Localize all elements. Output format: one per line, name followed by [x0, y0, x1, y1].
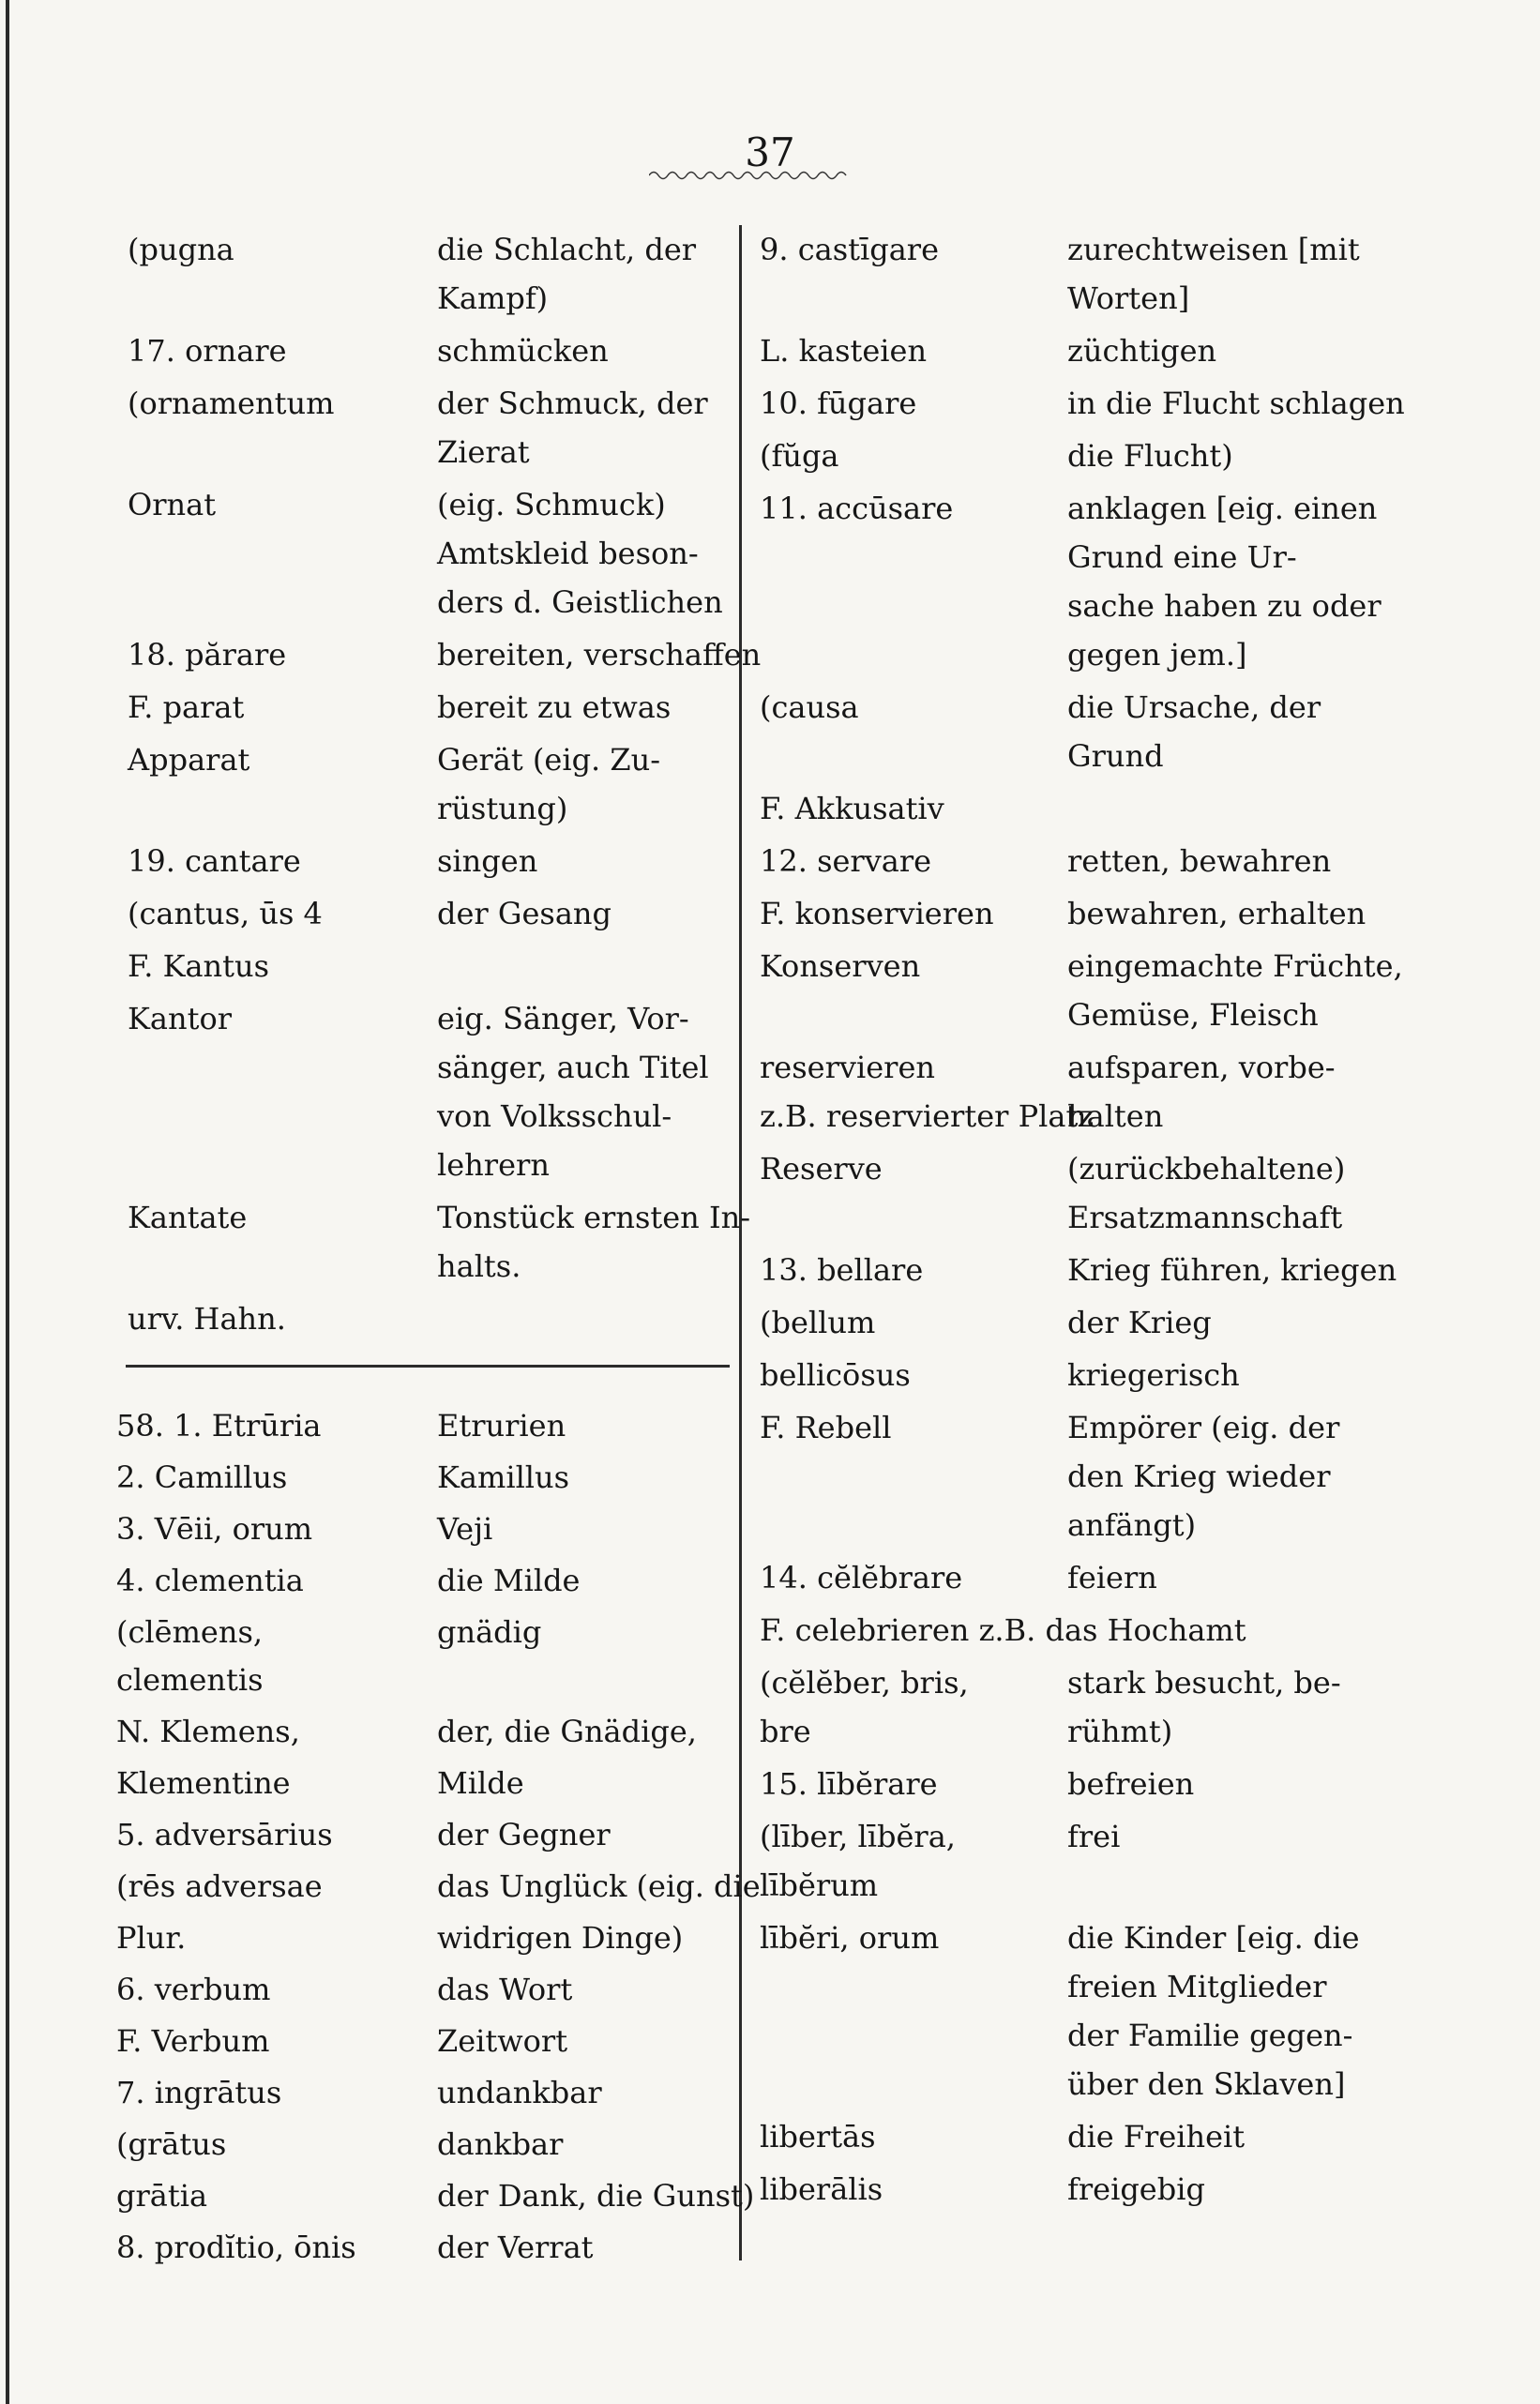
german-translation — [1067, 1760, 1194, 1808]
vocab-entry — [760, 379, 1405, 428]
german-line: schmücken — [437, 333, 609, 369]
german-line: dankbar — [437, 2126, 564, 2162]
german-line: rüstung) — [437, 791, 568, 826]
latin-line: bellicōsus — [760, 1357, 911, 1393]
german-line: lehrern — [437, 1147, 550, 1183]
vocab-entry — [116, 1557, 735, 1605]
german-line: über den Sklaven] — [1067, 2066, 1346, 2102]
latin-line: (cĕlĕber, bris, — [760, 1665, 969, 1701]
german-translation — [437, 1863, 761, 1911]
german-line: bereit zu etwas — [437, 689, 672, 725]
latin-line: (rēs adversae — [116, 1868, 323, 1904]
german-translation — [1067, 2165, 1205, 2214]
latin-line: 3. Vēii, orum — [116, 1511, 313, 1547]
german-translation — [1067, 1913, 1360, 2109]
wavy-ornament — [649, 169, 848, 182]
vocab-entry — [760, 784, 1379, 833]
latin-line: Klementine — [116, 1765, 291, 1801]
latin-term — [128, 1193, 247, 1242]
latin-term — [760, 326, 927, 375]
german-line: Grund eine Ur- — [1067, 539, 1297, 575]
latin-term — [116, 1708, 300, 1756]
german-line: die Ursache, der — [1067, 689, 1321, 725]
latin-term — [760, 1351, 911, 1399]
latin-term — [128, 379, 334, 428]
latin-term — [760, 889, 994, 938]
vocab-entry — [760, 326, 1379, 375]
vocab-entry — [116, 2018, 735, 2065]
vocab-entry — [760, 889, 1379, 938]
latin-line: 5. adversārius — [116, 1817, 333, 1852]
vocab-entry — [128, 1294, 747, 1343]
latin-line: 15. lībĕrare — [760, 1766, 938, 1802]
latin-term — [760, 2112, 876, 2161]
vocab-entry — [760, 683, 1379, 780]
german-line: ders d. Geistlichen — [437, 584, 723, 620]
german-line: befreien — [1067, 1766, 1195, 1802]
latin-term — [116, 1966, 270, 2014]
german-translation — [1067, 379, 1405, 428]
latin-line: Kantate — [128, 1200, 248, 1235]
german-translation — [437, 1454, 569, 1502]
latin-line: (līber, lībĕra, — [760, 1819, 956, 1854]
vocab-entry — [760, 837, 1379, 885]
vocab-entry — [760, 1144, 1379, 1242]
vocab-entry — [128, 326, 747, 375]
german-translation — [1067, 1351, 1240, 1399]
latin-line: Apparat — [128, 742, 250, 778]
vocab-entry — [760, 1606, 1379, 1655]
vocab-entry — [760, 1043, 1379, 1141]
latin-line: 4. clementia — [116, 1563, 304, 1598]
german-line: feiern — [1067, 1560, 1157, 1595]
latin-line: 18. părare — [128, 637, 287, 673]
latin-term — [128, 1294, 286, 1343]
german-translation — [437, 1505, 492, 1553]
german-line: frei — [1067, 1819, 1121, 1854]
german-translation — [437, 1914, 683, 1962]
german-line: Kamillus — [437, 1459, 570, 1495]
german-translation — [437, 994, 709, 1189]
german-line: freien Mitglieder — [1067, 1969, 1327, 2004]
latin-line: clementis — [116, 1662, 264, 1698]
german-line: eingemachte Früchte, — [1067, 948, 1403, 984]
german-translation — [437, 1966, 572, 2014]
vocab-entry — [128, 889, 747, 938]
german-line: Gerät (eig. Zu- — [437, 742, 661, 778]
german-translation — [1067, 1658, 1341, 1756]
vocab-entry — [760, 942, 1403, 1039]
latin-line: 58. 1. Etrūria — [116, 1408, 322, 1444]
latin-line: F. Kantus — [128, 948, 270, 984]
german-line: aufsparen, vorbe- — [1067, 1050, 1336, 1085]
vocab-entry — [760, 1913, 1379, 2109]
latin-line: L. kasteien — [760, 333, 928, 369]
german-translation — [437, 1811, 611, 1859]
latin-line: 8. prodĭtio, ōnis — [116, 2230, 356, 2265]
latin-line: 19. cantare — [128, 843, 301, 879]
latin-line: 6. verbum — [116, 1972, 271, 2007]
german-translation — [437, 1760, 524, 1807]
german-translation — [1067, 942, 1403, 1039]
latin-term — [116, 2121, 226, 2169]
german-translation — [1067, 484, 1381, 679]
latin-line: 12. servare — [760, 843, 932, 879]
german-translation — [437, 225, 696, 323]
german-line: der Familie gegen- — [1067, 2018, 1353, 2053]
latin-term — [116, 1811, 333, 1859]
latin-term — [760, 1403, 891, 1452]
german-translation — [437, 735, 660, 833]
latin-term — [116, 1914, 186, 1962]
german-translation — [437, 326, 609, 375]
latin-term — [128, 326, 287, 375]
german-translation — [1067, 1812, 1120, 1861]
german-translation — [437, 889, 611, 938]
latin-term — [760, 484, 953, 533]
latin-term — [116, 1402, 322, 1450]
latin-term — [760, 1812, 956, 1910]
german-line: in die Flucht schlagen — [1067, 386, 1405, 421]
german-translation — [1067, 889, 1366, 938]
vocab-entry — [760, 225, 1379, 323]
vocab-entry — [116, 1708, 735, 1756]
latin-line: F. parat — [128, 689, 245, 725]
german-translation — [437, 2018, 567, 2065]
german-line: retten, bewahren — [1067, 843, 1332, 879]
vocab-entry — [128, 379, 747, 476]
german-translation — [437, 1609, 541, 1656]
vocab-entry — [128, 225, 747, 323]
latin-term — [128, 630, 286, 679]
german-line: kriegerisch — [1067, 1357, 1240, 1393]
latin-line: (fŭga — [760, 438, 839, 474]
vocab-entry — [128, 480, 747, 627]
german-translation — [1067, 1144, 1345, 1242]
latin-line: bre — [760, 1714, 811, 1749]
latin-line: (causa — [760, 689, 859, 725]
vocab-entry — [760, 1760, 1379, 1808]
vocab-entry — [116, 1760, 735, 1807]
german-translation — [437, 379, 708, 476]
latin-line: urv. Hahn. — [128, 1301, 286, 1337]
german-line: anfängt) — [1067, 1507, 1197, 1543]
vocab-entry — [760, 1812, 1379, 1910]
german-translation — [437, 2224, 594, 2272]
latin-line: 17. ornare — [128, 333, 287, 369]
latin-term — [116, 1454, 287, 1502]
latin-term — [116, 2069, 281, 2117]
latin-line: Konserven — [760, 948, 921, 984]
german-line: den Krieg wieder — [1067, 1459, 1331, 1494]
german-line: bewahren, erhalten — [1067, 896, 1366, 931]
latin-line: 7. ingrātus — [116, 2075, 282, 2110]
german-line: Veji — [437, 1511, 493, 1547]
german-line: die Milde — [437, 1563, 581, 1598]
german-line: bereiten, verschaffen — [437, 637, 762, 673]
german-translation — [1067, 683, 1321, 780]
german-line: der Dank, die Gunst) — [437, 2178, 755, 2214]
german-translation — [1067, 1298, 1212, 1347]
latin-line: 2. Camillus — [116, 1459, 288, 1495]
latin-line: F. Verbum — [116, 2023, 270, 2059]
german-line: Amtskleid beson- — [437, 536, 699, 571]
latin-term — [760, 1553, 962, 1602]
latin-term — [116, 2172, 207, 2220]
german-line: Etrurien — [437, 1408, 566, 1444]
german-line: (eig. Schmuck) — [437, 487, 666, 522]
german-line: zurechtweisen [mit — [1067, 232, 1360, 267]
latin-term — [760, 1144, 883, 1193]
latin-term — [760, 1658, 969, 1756]
vocab-entry — [128, 1193, 751, 1291]
german-line: der Krieg — [1067, 1305, 1212, 1340]
german-translation — [437, 2172, 754, 2220]
latin-line: 13. bellare — [760, 1252, 924, 1288]
section-rule — [126, 1365, 730, 1368]
latin-term — [760, 2165, 883, 2214]
german-line: Worten] — [1067, 280, 1190, 316]
latin-term — [128, 889, 323, 938]
german-line: züchtigen — [1067, 333, 1217, 369]
latin-term — [760, 431, 839, 480]
german-translation — [1067, 1246, 1397, 1294]
vocab-entry — [116, 2224, 735, 2272]
german-line: (zurückbehaltene) — [1067, 1151, 1346, 1187]
vocab-entry — [116, 2069, 735, 2117]
german-translation — [437, 480, 723, 627]
german-translation — [437, 630, 761, 679]
german-line: Zierat — [437, 434, 530, 470]
german-line: der, die Gnädige, — [437, 1714, 697, 1749]
vocab-entry — [760, 484, 1379, 679]
german-line: eig. Sänger, Vor- — [437, 1001, 689, 1036]
vocab-entry — [128, 683, 747, 732]
latin-term — [128, 837, 301, 885]
latin-line: (clēmens, — [116, 1614, 264, 1650]
latin-line: (cantus, ūs 4 — [128, 896, 323, 931]
latin-term — [116, 1609, 264, 1704]
latin-term — [760, 1760, 938, 1808]
german-line: rühmt) — [1067, 1714, 1173, 1749]
latin-term — [760, 784, 944, 833]
latin-term — [760, 379, 916, 428]
german-line: gegen jem.] — [1067, 637, 1247, 673]
latin-line: (grātus — [116, 2126, 227, 2162]
latin-line: 9. castīgare — [760, 232, 940, 267]
latin-line: Ornat — [128, 487, 217, 522]
vocab-entry — [116, 1863, 761, 1911]
latin-line: F. celebrieren z.B. das Hochamt — [760, 1612, 1246, 1648]
german-translation — [1067, 1553, 1157, 1602]
german-line: sache haben zu oder — [1067, 588, 1381, 624]
latin-line: liberālis — [760, 2171, 883, 2207]
german-translation — [1067, 326, 1216, 375]
latin-term — [128, 683, 244, 732]
german-line: anklagen [eig. einen — [1067, 491, 1378, 526]
german-translation — [1067, 431, 1233, 480]
vocab-entry — [116, 2172, 755, 2220]
german-line: das Unglück (eig. die — [437, 1868, 761, 1904]
latin-line: lībĕrum — [760, 1867, 879, 1903]
german-line: sänger, auch Titel — [437, 1050, 709, 1085]
vocab-entry — [116, 2121, 735, 2169]
latin-line: Reserve — [760, 1151, 883, 1187]
vocab-entry — [116, 1402, 735, 1450]
vocab-entry — [760, 1351, 1379, 1399]
latin-line: (pugna — [128, 232, 234, 267]
latin-line: F. Akkusativ — [760, 791, 944, 826]
latin-term — [128, 735, 249, 784]
latin-term — [760, 942, 920, 990]
german-translation — [437, 1193, 750, 1291]
latin-line: (bellum — [760, 1305, 876, 1340]
vocab-entry — [760, 1658, 1379, 1756]
vocab-entry — [128, 630, 762, 679]
latin-line: F. Rebell — [760, 1410, 892, 1445]
german-line: Ersatzmannschaft — [1067, 1200, 1343, 1235]
german-line: die Flucht) — [1067, 438, 1233, 474]
latin-line: Plur. — [116, 1920, 187, 1956]
vocab-entry — [116, 1966, 735, 2014]
latin-term — [760, 225, 939, 274]
latin-term — [760, 1043, 1094, 1141]
german-translation — [1067, 225, 1360, 323]
german-line: halten — [1067, 1098, 1164, 1134]
latin-line: z.B. reservierter Platz — [760, 1098, 1095, 1134]
latin-line: N. Klemens, — [116, 1714, 300, 1749]
latin-line: Kantor — [128, 1001, 233, 1036]
german-line: Krieg führen, kriegen — [1067, 1252, 1397, 1288]
german-line: Gemüse, Fleisch — [1067, 997, 1319, 1033]
vocab-entry — [116, 1914, 735, 1962]
latin-line: grātia — [116, 2178, 208, 2214]
latin-term — [760, 1298, 875, 1347]
vocab-entry — [760, 2112, 1379, 2161]
latin-term — [760, 683, 859, 732]
german-line: das Wort — [437, 1972, 573, 2007]
german-line: von Volksschul- — [437, 1098, 672, 1134]
german-translation — [437, 1402, 566, 1450]
latin-term — [116, 2224, 356, 2272]
latin-term — [760, 1246, 923, 1294]
vocab-entry — [760, 1403, 1379, 1550]
german-line: der Gesang — [437, 896, 611, 931]
german-translation — [437, 1557, 580, 1605]
german-translation — [1067, 1043, 1336, 1141]
german-translation — [437, 837, 537, 885]
latin-term — [128, 942, 269, 990]
german-line: widrigen Dinge) — [437, 1920, 684, 1956]
latin-line: (ornamentum — [128, 386, 335, 421]
german-line: singen — [437, 843, 538, 879]
german-line: der Schmuck, der — [437, 386, 708, 421]
vocab-entry — [760, 431, 1379, 480]
vocab-entry — [128, 837, 747, 885]
latin-term — [760, 1913, 939, 1962]
latin-term — [116, 2018, 269, 2065]
german-line: freigebig — [1067, 2171, 1205, 2207]
latin-term — [116, 1863, 323, 1911]
latin-line: libertās — [760, 2119, 876, 2155]
german-line: der Verrat — [437, 2230, 594, 2265]
german-translation — [437, 1708, 697, 1756]
page-number: 37 — [745, 129, 795, 175]
latin-line: lībĕri, orum — [760, 1920, 940, 1956]
latin-line: 10. fūgare — [760, 386, 917, 421]
page-edge — [6, 0, 9, 2404]
german-line: die Schlacht, der — [437, 232, 697, 267]
vocab-entry — [116, 1505, 735, 1553]
vocab-entry — [760, 1553, 1379, 1602]
latin-term — [128, 225, 234, 274]
german-line: Tonstück ernsten In- — [437, 1200, 751, 1235]
vocab-entry — [116, 1609, 735, 1704]
german-line: halts. — [437, 1248, 521, 1284]
vocab-entry — [128, 994, 747, 1189]
german-line: die Freiheit — [1067, 2119, 1246, 2155]
vocab-entry — [760, 1246, 1397, 1294]
german-line: Milde — [437, 1765, 524, 1801]
german-line: die Kinder [eig. die — [1067, 1920, 1360, 1956]
german-translation — [1067, 2112, 1245, 2161]
latin-term — [116, 1505, 312, 1553]
vocab-entry — [128, 735, 747, 833]
vocab-entry — [760, 2165, 1379, 2214]
german-line: Kampf) — [437, 280, 549, 316]
vocab-entry — [128, 942, 747, 990]
german-line: Empörer (eig. der — [1067, 1410, 1340, 1445]
latin-term — [128, 480, 216, 529]
latin-term — [128, 994, 232, 1043]
german-line: undankbar — [437, 2075, 602, 2110]
latin-term — [116, 1557, 304, 1605]
vocab-entry — [116, 1454, 735, 1502]
latin-term — [760, 1606, 1246, 1655]
latin-term — [760, 837, 931, 885]
german-line: gnädig — [437, 1614, 542, 1650]
vocab-entry — [760, 1298, 1379, 1347]
german-line: der Gegner — [437, 1817, 611, 1852]
latin-line: 14. cĕlĕbrare — [760, 1560, 963, 1595]
latin-line: F. konservieren — [760, 896, 994, 931]
german-translation — [437, 683, 671, 732]
german-line: Zeitwort — [437, 2023, 568, 2059]
latin-line: reservieren — [760, 1050, 935, 1085]
german-line: Grund — [1067, 738, 1164, 774]
german-translation — [437, 2069, 602, 2117]
german-translation — [1067, 1403, 1339, 1550]
vocab-entry — [116, 1811, 735, 1859]
german-line: stark besucht, be- — [1067, 1665, 1341, 1701]
latin-line: 11. accūsare — [760, 491, 954, 526]
german-translation — [437, 2121, 563, 2169]
german-translation — [1067, 837, 1331, 885]
latin-term — [116, 1760, 291, 1807]
